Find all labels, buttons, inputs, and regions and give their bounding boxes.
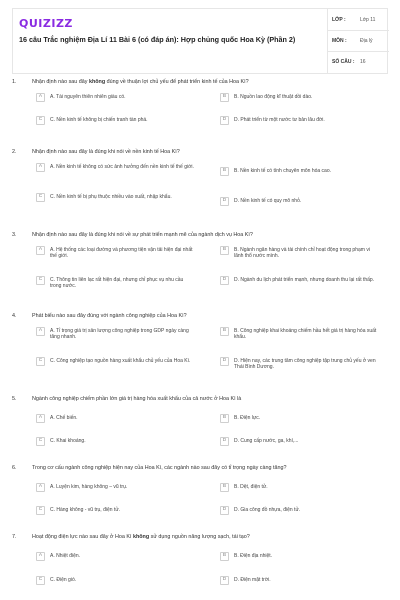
option-text: D. Gia công đồ nhựa, điện tử. [234, 506, 301, 513]
option-letter-box: B [220, 246, 229, 255]
option-text: B. Nguồn lao động kĩ thuật dồi dào. [234, 93, 313, 100]
option-letter-box: B [220, 167, 229, 176]
option-text: A. Hệ thống các loại đường và phương tiện vận tải hiện đại nhất thế giới. [50, 246, 193, 259]
option-a[interactable] [36, 415, 196, 423]
question-text: Hoạt động điện lực nào sau đây ở Hoa Kì không sử dụng nguồn năng lượng sạch, tái tạo? [32, 534, 250, 540]
option-letter-box: D [220, 276, 229, 285]
option-d[interactable] [220, 438, 380, 446]
question-3 [12, 232, 388, 295]
question-4 [12, 313, 388, 376]
option-text: D. Nền kinh tế có quy mô nhỏ. [234, 197, 302, 204]
option-letter-box: A [36, 327, 45, 336]
meta-key: SỐ CÂU : [332, 59, 355, 65]
option-text: B. Công nghiệp khai khoáng chiếm hầu hết giá trị hàng hóa xuất khẩu. [234, 327, 377, 340]
meta-value: 16 [360, 59, 366, 65]
meta-key: LỚP : [332, 16, 346, 23]
option-text: D. Hiện nay, các trung tâm công nghiệp tập trung chủ yếu ở ven Thái Bình Dương. [234, 357, 376, 370]
option-letter-box: C [36, 437, 45, 446]
option-a[interactable] [36, 484, 196, 492]
option-b[interactable] [220, 484, 380, 492]
option-a[interactable] [36, 328, 196, 341]
option-text: B. Điện địa nhiệt. [234, 552, 273, 559]
option-letter-box: B [220, 552, 229, 561]
option-letter-box: D [220, 197, 229, 206]
option-letter-box: B [220, 327, 229, 336]
option-text: B. Dệt, điện tử. [234, 483, 268, 490]
option-text: C. Nền kinh tế bị phụ thuộc nhiều vào xuất, nhập khẩu. [50, 193, 172, 200]
option-letter-box: C [36, 276, 45, 285]
question-7 [12, 534, 388, 589]
option-letter-box: B [220, 483, 229, 492]
option-letter-box: D [220, 506, 229, 515]
option-text: D. Điện mặt trời. [234, 576, 271, 583]
option-letter-box: C [36, 357, 45, 366]
option-c[interactable] [36, 577, 196, 585]
option-text: C. Hàng không - vũ trụ, điện tử. [50, 506, 121, 513]
question-number: 4. [12, 313, 17, 319]
question-stem [12, 396, 388, 403]
option-c[interactable] [36, 194, 196, 202]
option-letter-box: B [220, 414, 229, 423]
option-b[interactable] [220, 94, 380, 102]
option-text: A. Nền kinh tế không có sức ảnh hưởng đến nền kinh tế thế giới. [50, 163, 194, 170]
option-letter-box: C [36, 506, 45, 515]
page-title: 16 câu Trắc nghiệm Địa Lí 11 Bài 6 (có đáp án): Hợp chủng quốc Hoa Kỳ (Phần 2) [19, 35, 296, 44]
option-d[interactable] [220, 358, 380, 371]
option-letter-box: A [36, 552, 45, 561]
option-letter-box: B [220, 93, 229, 102]
brand-logo: QUIZIZZ [19, 17, 73, 30]
option-c[interactable] [36, 358, 196, 366]
option-letter-box: D [220, 437, 229, 446]
option-d[interactable] [220, 117, 380, 125]
question-text: Phát biểu nào sau đây đúng với ngành công nghiệp của Hoa Kì? [32, 313, 187, 319]
option-b[interactable] [220, 247, 380, 260]
question-text: Nhận định nào sau đây là đúng khi nói về sự phát triển mạnh mẽ của ngành dịch vụ Hoa Kì? [32, 232, 253, 238]
option-letter-box: D [220, 116, 229, 125]
option-d[interactable] [220, 198, 380, 206]
option-letter-box: A [36, 246, 45, 255]
question-1 [12, 79, 388, 130]
option-c[interactable] [36, 438, 196, 446]
question-number: 1. [12, 79, 17, 85]
option-letter-box: A [36, 414, 45, 423]
option-letter-box: D [220, 357, 229, 366]
option-text: A. Tỉ trọng giá trị sản lượng công nghiệp trong GDP ngày càng tăng nhanh. [50, 327, 189, 340]
option-a[interactable] [36, 164, 196, 172]
option-d[interactable] [220, 577, 380, 585]
option-text: A. Nhiệt điện. [50, 552, 81, 559]
question-text: Nhận định nào sau đây không đúng về thuận lợi chủ yếu để phát triển kinh tế của Hoa Kì? [32, 79, 249, 85]
option-d[interactable] [220, 277, 380, 285]
meta-value: Lớp 11 [360, 16, 376, 23]
option-letter-box: C [36, 576, 45, 585]
question-stem [12, 534, 388, 541]
option-letter-box: A [36, 483, 45, 492]
question-stem [12, 149, 388, 156]
option-text: A. Tài nguyên thiên nhiên giàu có. [50, 93, 126, 100]
option-letter-box: C [36, 116, 45, 125]
question-stem [12, 465, 388, 472]
question-number: 3. [12, 232, 17, 238]
option-text: C. Thông tin liên lạc rất hiện đại, nhưng chỉ phục vụ nhu cầu trong nước. [50, 276, 184, 289]
option-a[interactable] [36, 553, 196, 561]
option-b[interactable] [220, 328, 380, 341]
option-text: B. Ngành ngân hàng và tài chính chỉ hoạt động trong phạm vi lãnh thổ nước mình. [234, 246, 370, 259]
option-text: D. Cung cấp nước, ga, khí,... [234, 437, 299, 444]
question-number: 7. [12, 534, 17, 540]
option-b[interactable] [220, 415, 380, 423]
question-number: 6. [12, 465, 17, 471]
meta-row-class [328, 9, 389, 30]
question-6 [12, 465, 388, 516]
question-stem [12, 79, 388, 86]
question-stem [12, 313, 388, 320]
option-b[interactable] [220, 553, 380, 561]
option-text: A. Luyện kim, hàng không – vũ trụ. [50, 483, 128, 490]
option-d[interactable] [220, 507, 380, 515]
option-text: C. Điện gió. [50, 576, 77, 583]
question-5 [12, 396, 388, 447]
option-text: B. Nền kinh tế có tính chuyên môn hóa cao. [234, 167, 332, 174]
option-text: C. Nền kinh tế không bị chiến tranh tàn phá. [50, 116, 148, 123]
option-letter-box: A [36, 93, 45, 102]
option-b[interactable] [220, 168, 380, 176]
option-letter-box: D [220, 576, 229, 585]
option-text: B. Điện lực. [234, 414, 261, 421]
option-a[interactable] [36, 94, 196, 102]
option-letter-box: C [36, 193, 45, 202]
meta-value: Địa lý [360, 38, 373, 44]
question-text: Trong cơ cấu ngành công nghiệp hiện nay của Hoa Kì, các ngành nào sau đây có tỉ trọng ngày càng tăng? [32, 465, 287, 471]
option-letter-box: A [36, 163, 45, 172]
option-text: A. Chế biến. [50, 414, 78, 421]
question-text: Nhận định nào sau đây là đúng khi nói về nền kinh tế Hoa Kì? [32, 149, 180, 155]
option-c[interactable] [36, 277, 196, 290]
meta-row-count [328, 51, 389, 72]
worksheet-header [12, 8, 388, 74]
question-number: 5. [12, 396, 17, 402]
meta-row-subject [328, 30, 389, 51]
meta-key: MÔN : [332, 38, 347, 44]
option-c[interactable] [36, 507, 196, 515]
option-a[interactable] [36, 247, 196, 260]
question-text: Ngành công nghiệp chiếm phần lớn giá trị hàng hóa xuất khẩu của cả nước ở Hoa Kì là [32, 396, 242, 402]
question-number: 2. [12, 149, 17, 155]
option-text: D. Ngành du lịch phát triển mạnh, nhưng doanh thu lại rất thấp. [234, 276, 375, 283]
option-text: C. Công nghiệp tạo nguồn hàng xuất khẩu chủ yếu của Hoa Kì. [50, 357, 191, 364]
question-2 [12, 149, 388, 212]
option-text: C. Khai khoáng. [50, 437, 86, 444]
option-text: D. Phát triển từ một nước tư bản lâu đời. [234, 116, 325, 123]
meta-panel [327, 9, 389, 73]
option-c[interactable] [36, 117, 196, 125]
question-stem [12, 232, 388, 239]
